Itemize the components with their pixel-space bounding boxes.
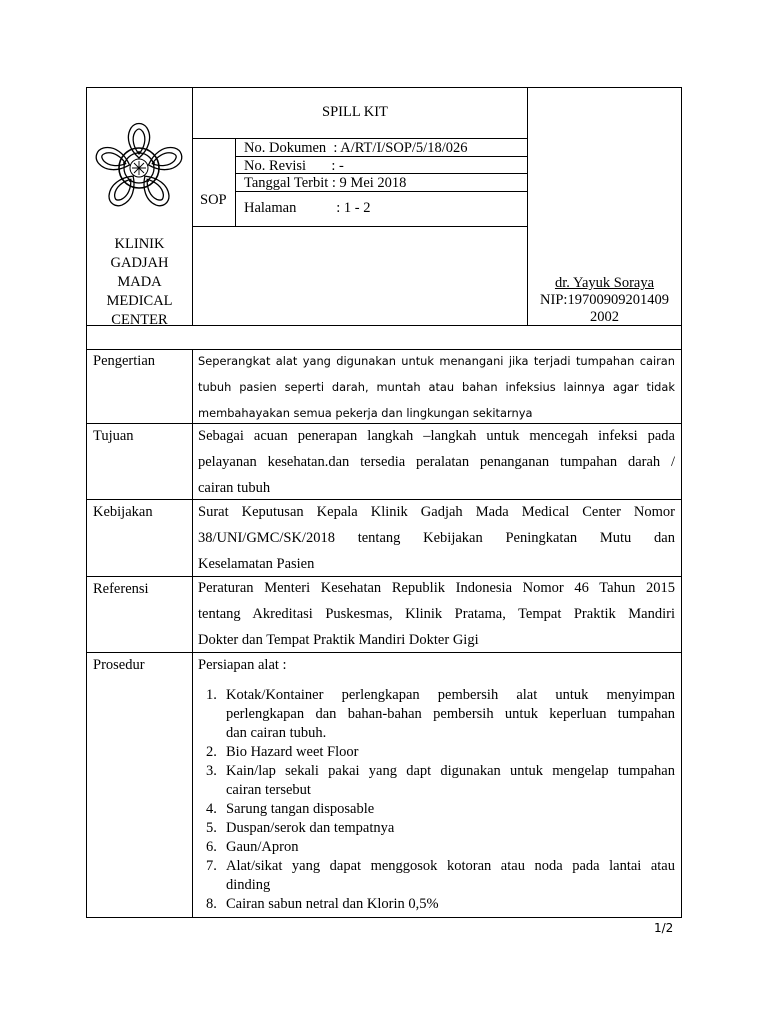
table-border: [235, 138, 236, 226]
table-border: [86, 87, 87, 918]
table-border: [192, 226, 527, 227]
list-number: 7.: [206, 858, 217, 874]
signatory-nip: NIP:19700909201409: [540, 292, 669, 308]
text-line: dinding: [226, 877, 271, 893]
text-line: tentang Akreditasi Puskesmas, Klinik Pratama, Tempat Praktik Mandiri: [198, 606, 675, 622]
prosedur-intro: Persiapan alat :: [198, 657, 287, 673]
revision-number: No. Revisi : -: [244, 158, 344, 174]
page-indicator: 1/2: [654, 921, 674, 935]
section-label-kebijakan: Kebijakan: [93, 504, 153, 520]
text-line: Peraturan Menteri Kesehatan Republik Indonesia Nomor 46 Tahun 2015: [198, 580, 675, 596]
section-label-tujuan: Tujuan: [93, 428, 134, 444]
clinic-name: [87, 235, 192, 330]
list-number: 1.: [206, 687, 217, 703]
section-label-pengertian: Pengertian: [93, 353, 156, 369]
clinic-name-line: KLINIK: [114, 236, 165, 252]
text-line: Kain/lap sekali pakai yang dapt digunakan untuk mengelap tumpahan: [226, 763, 675, 779]
list-number: 2.: [206, 744, 217, 760]
list-item: [198, 800, 675, 819]
kebijakan-text: [198, 499, 675, 577]
text-line: Duspan/serok dan tempatnya: [226, 820, 395, 836]
sop-label: SOP: [200, 192, 227, 208]
text-line: Sarung tangan disposable: [226, 801, 375, 817]
text-line: Keselamatan Pasien: [198, 556, 315, 572]
list-item: [198, 838, 675, 857]
doc-number: No. Dokumen : A/RT/I/SOP/5/18/026: [244, 140, 468, 156]
text-line: Kotak/Kontainer perlengkapan pembersih alat untuk menyimpan: [226, 687, 675, 703]
text-line: tubuh pasien seperti darah, muntah atau bahan infeksius lainnya agar tidak: [198, 380, 675, 394]
text-line: 38/UNI/GMC/SK/2018 tentang Kebijakan Peningkatan Mutu dan: [198, 530, 675, 546]
table-border: [86, 917, 682, 918]
clinic-name-line: GADJAH: [110, 255, 169, 271]
tujuan-text: [198, 423, 675, 501]
text-line: Seperangkat alat yang digunakan untuk menangani jika terjadi tumpahan cairan: [198, 354, 675, 368]
page-range: Halaman : 1 - 2: [244, 200, 371, 216]
text-line: Cairan sabun netral dan Klorin 0,5%: [226, 896, 439, 912]
table-border: [192, 349, 193, 918]
section-label-prosedur: Prosedur: [93, 657, 145, 673]
text-line: dan cairan tubuh.: [226, 725, 327, 741]
list-item: [198, 857, 675, 895]
list-item: [198, 762, 675, 800]
signatory-nip-cont: 2002: [590, 309, 619, 325]
text-line: Gaun/Apron: [226, 839, 299, 855]
pengertian-text: [198, 348, 675, 426]
text-line: cairan tersebut: [226, 782, 311, 798]
clinic-name-line: CENTER: [111, 312, 168, 328]
list-item: [198, 895, 675, 914]
list-item: [198, 686, 675, 743]
text-line: Bio Hazard weet Floor: [226, 744, 359, 760]
section-label-referensi: Referensi: [93, 581, 149, 597]
list-number: 8.: [206, 896, 217, 912]
list-number: 6.: [206, 839, 217, 855]
list-item: [198, 743, 675, 762]
list-number: 5.: [206, 820, 217, 836]
university-seal-icon: [90, 118, 188, 218]
clinic-name-line: MEDICAL: [106, 293, 173, 309]
text-line: membahayakan semua pekerja dan lingkungan sekitarnya: [198, 406, 533, 420]
clinic-name-line: MADA: [117, 274, 162, 290]
list-item: [198, 819, 675, 838]
referensi-text: [198, 575, 675, 653]
signatory-name: dr. Yayuk Soraya: [554, 275, 655, 291]
table-border: [192, 87, 193, 325]
text-line: Dokter dan Tempat Praktik Mandiri Dokter Gigi: [198, 632, 479, 648]
document-title: SPILL KIT: [322, 104, 388, 120]
text-line: Sebagai acuan penerapan langkah –langkah untuk mencegah infeksi pada: [198, 428, 675, 444]
table-border: [681, 87, 682, 918]
prosedur-list: [198, 686, 675, 914]
text-line: perlengkapan dan bahan-bahan pembersih untuk keperluan tumpahan: [226, 706, 675, 722]
signatory-block: [528, 275, 681, 326]
text-line: Surat Keputusan Kepala Klinik Gadjah Mada Medical Center Nomor: [198, 504, 675, 520]
issue-date: Tanggal Terbit : 9 Mei 2018: [244, 175, 407, 191]
text-line: pelayanan kesehatan.dan tersedia peralatan penanganan tumpahan darah /: [198, 454, 675, 470]
table-border: [86, 87, 681, 88]
list-number: 3.: [206, 763, 217, 779]
text-line: Alat/sikat yang dapat menggosok kotoran atau noda pada lantai atau: [226, 858, 675, 874]
text-line: cairan tubuh: [198, 480, 271, 496]
list-number: 4.: [206, 801, 217, 817]
